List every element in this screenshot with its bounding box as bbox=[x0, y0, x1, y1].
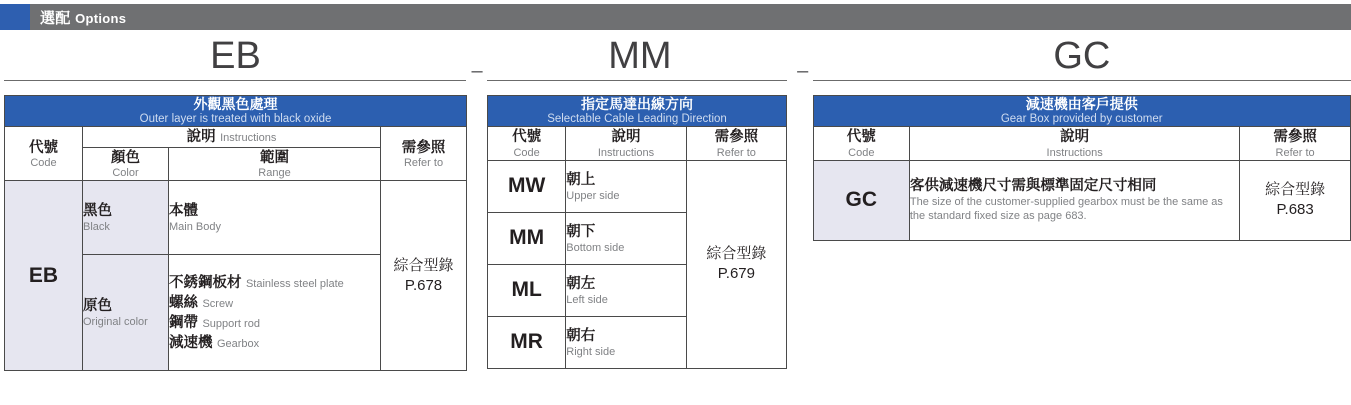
table-title-en: Outer layer is treated with black oxide bbox=[139, 113, 332, 126]
heading-rule-gc bbox=[813, 80, 1351, 81]
range-item bbox=[169, 313, 380, 333]
table-row bbox=[488, 160, 787, 212]
table-row bbox=[488, 127, 787, 161]
table-row bbox=[5, 127, 467, 147]
color-zh: 原色 bbox=[83, 297, 112, 314]
table-title-en: Selectable Cable Leading Direction bbox=[547, 113, 727, 126]
row-desc-mr bbox=[566, 316, 686, 368]
header-code bbox=[813, 127, 909, 161]
header-color bbox=[83, 147, 169, 181]
page-title bbox=[30, 7, 126, 28]
table-row bbox=[5, 181, 467, 255]
refer-page: P.679 bbox=[717, 265, 755, 283]
header-refer-zh: 需參照 bbox=[401, 139, 446, 156]
table-title-en: Gear Box provided by customer bbox=[1000, 113, 1163, 126]
refer-cell-gc bbox=[1240, 160, 1350, 240]
refer-page: P.683 bbox=[1276, 201, 1314, 219]
table-title-gc bbox=[813, 96, 1350, 127]
header-range bbox=[169, 147, 381, 181]
range-item-zh: 本體 bbox=[169, 202, 198, 219]
range-item-zh: 減速機 bbox=[169, 334, 213, 351]
desc-en: Right side bbox=[566, 345, 616, 358]
range-item-zh: 鋼帶 bbox=[169, 314, 198, 331]
header-code bbox=[5, 127, 83, 181]
separator-dash-1: – bbox=[471, 60, 483, 82]
option-table-gc bbox=[813, 95, 1351, 241]
header-color-zh: 顏色 bbox=[111, 149, 140, 166]
header-refer bbox=[686, 127, 786, 161]
row-desc-ml bbox=[566, 264, 686, 316]
range-item-en: Support rod bbox=[202, 317, 260, 330]
header-code bbox=[488, 127, 566, 161]
header-code-en: Code bbox=[848, 146, 875, 159]
header-refer bbox=[381, 127, 467, 181]
header-instructions-en: Instructions bbox=[1046, 146, 1103, 159]
refer-page: P.678 bbox=[404, 276, 443, 294]
header-code-zh: 代號 bbox=[512, 129, 542, 146]
header-refer-en: Refer to bbox=[1275, 146, 1315, 159]
color-zh: 黑色 bbox=[83, 202, 112, 219]
header-code-en: Code bbox=[513, 146, 540, 159]
header-instructions-zh: 說明 bbox=[186, 129, 216, 146]
header-refer-en: Refer to bbox=[403, 156, 444, 169]
option-table-mm bbox=[487, 95, 787, 369]
range-item bbox=[169, 273, 380, 293]
header-instructions-en: Instructions bbox=[220, 132, 277, 145]
range-item bbox=[169, 293, 380, 313]
row-range-black bbox=[169, 181, 381, 255]
range-item-zh: 螺絲 bbox=[169, 294, 198, 311]
option-column-gc bbox=[813, 34, 1351, 241]
range-item-zh: 不銹鋼板材 bbox=[169, 274, 242, 291]
page-title-zh: 選配 bbox=[40, 9, 71, 27]
header-instructions-zh: 說明 bbox=[611, 129, 641, 146]
desc-en: Left side bbox=[566, 293, 608, 306]
refer-cell-eb bbox=[381, 181, 467, 371]
range-item bbox=[169, 333, 380, 353]
table-title-eb bbox=[5, 96, 467, 127]
header-instructions bbox=[83, 127, 381, 147]
desc-en: Upper side bbox=[566, 189, 620, 202]
header-color-en: Color bbox=[112, 167, 139, 180]
desc-zh: 朝左 bbox=[566, 275, 596, 292]
range-item bbox=[169, 201, 380, 235]
option-table-eb bbox=[4, 95, 467, 371]
option-code-heading-gc: GC bbox=[1053, 35, 1111, 77]
refer-zh: 綜合型錄 bbox=[706, 245, 767, 263]
table-row bbox=[813, 96, 1350, 127]
code-value-ml: ML bbox=[488, 264, 566, 316]
code-value-gc: GC bbox=[813, 160, 909, 240]
header-range-en: Range bbox=[258, 167, 291, 180]
row-desc-mw bbox=[566, 160, 686, 212]
color-en: Original color bbox=[83, 315, 148, 328]
table-row bbox=[813, 127, 1350, 161]
option-column-mm bbox=[487, 34, 793, 369]
heading-rule-eb bbox=[4, 80, 466, 81]
separator-dash-2: – bbox=[797, 60, 809, 82]
header-code-zh: 代號 bbox=[846, 129, 876, 146]
table-row bbox=[5, 96, 467, 127]
row-color-original bbox=[83, 255, 169, 371]
range-item-en: Stainless steel plate bbox=[245, 277, 344, 290]
code-value-eb: EB bbox=[5, 181, 83, 371]
row-range-original bbox=[169, 255, 381, 371]
table-title-mm bbox=[488, 96, 787, 127]
range-item-en: Screw bbox=[202, 297, 234, 310]
table-title-zh: 減速機由客戶提供 bbox=[1025, 96, 1138, 112]
page-title-en: Options bbox=[75, 10, 127, 26]
header-instructions bbox=[909, 127, 1240, 161]
table-title-zh: 外觀黑色處理 bbox=[193, 96, 278, 112]
header-refer-zh: 需參照 bbox=[714, 129, 759, 146]
code-value-mr: MR bbox=[488, 316, 566, 368]
header-accent-block bbox=[0, 4, 30, 30]
heading-rule-mm bbox=[487, 80, 787, 81]
desc-zh: 朝下 bbox=[566, 223, 596, 240]
header-instructions-zh: 說明 bbox=[1060, 129, 1090, 146]
code-value-mm: MM bbox=[488, 212, 566, 264]
range-item-en: Gearbox bbox=[216, 337, 260, 350]
color-en: Black bbox=[83, 220, 110, 233]
option-code-heading-mm: MM bbox=[608, 35, 672, 77]
refer-zh: 綜合型錄 bbox=[1265, 181, 1326, 199]
header-instructions bbox=[566, 127, 686, 161]
range-item-en: Main Body bbox=[169, 220, 221, 233]
desc-zh: 朝上 bbox=[566, 171, 596, 188]
header-range-zh: 範圍 bbox=[260, 149, 289, 166]
option-column-eb bbox=[0, 34, 467, 371]
row-desc-mm bbox=[566, 212, 686, 264]
row-color-black bbox=[83, 181, 169, 255]
code-value-mw: MW bbox=[488, 160, 566, 212]
header-instructions-en: Instructions bbox=[597, 146, 655, 159]
table-row bbox=[813, 160, 1350, 240]
refer-cell-mm bbox=[686, 160, 786, 368]
table-row bbox=[488, 96, 787, 127]
desc-zh: 客供減速機尺寸需與標準固定尺寸相同 bbox=[909, 178, 1157, 195]
header-code-zh: 代號 bbox=[29, 139, 58, 156]
header-refer-en: Refer to bbox=[716, 146, 756, 159]
desc-en: Bottom side bbox=[566, 241, 625, 254]
desc-zh: 朝右 bbox=[566, 327, 596, 344]
desc-en: The size of the customer-supplied gearbox must be the same as the standard fixed size as page 683. bbox=[909, 196, 1223, 223]
options-columns bbox=[0, 34, 1351, 371]
row-desc-gc bbox=[909, 160, 1240, 240]
header-refer bbox=[1240, 127, 1350, 161]
option-code-heading-eb: EB bbox=[210, 35, 261, 77]
refer-zh: 綜合型錄 bbox=[393, 256, 454, 274]
header-refer-zh: 需參照 bbox=[1273, 129, 1317, 146]
header-code-en: Code bbox=[30, 156, 57, 169]
table-title-zh: 指定馬達出線方向 bbox=[581, 96, 694, 112]
section-header-bar bbox=[0, 4, 1351, 30]
